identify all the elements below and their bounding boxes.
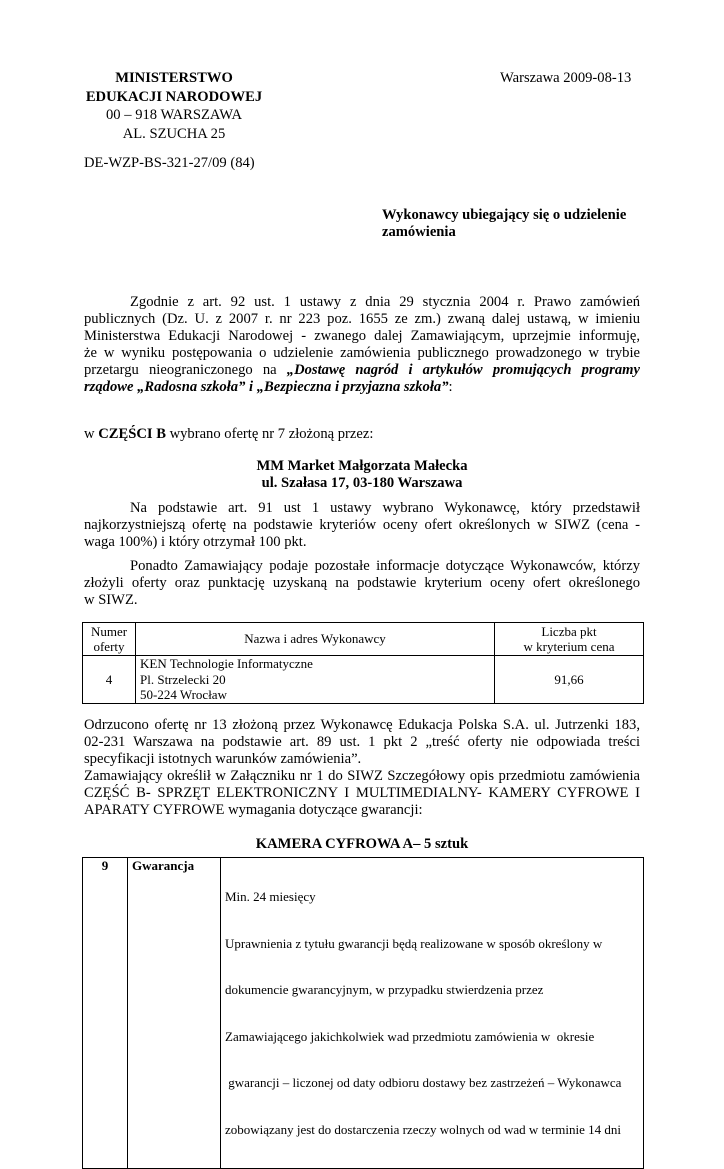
intro-line: publicznych (Dz. U. z 2007 r. nr 223 poz. 1655 ze zm.) zwaną dalej ustawą, w imieniu bbox=[84, 311, 640, 327]
ministry-address bbox=[84, 70, 264, 107]
requirements-line: CZĘŚĆ B- SPRZĘT ELEKTRONICZNY I MULTIMEDIALNY- KAMERY CYFROWE I bbox=[84, 785, 640, 801]
warranty-line: Zamawiającego jakichkolwiek wad przedmiotu zamówienia w okresie bbox=[225, 1028, 595, 1044]
rejected-line: 02-231 Warszawa na podstawie art. 89 ust. 1 pkt 2 „treść oferty nie odpowiada treści bbox=[84, 734, 640, 750]
requirements-line: APARATY CYFROWE wymagania dotyczące gwarancji: bbox=[84, 802, 423, 818]
warranty-line: Min. 24 miesięcy bbox=[225, 889, 316, 904]
contractor-name: KEN Technologie Informatyczne bbox=[140, 656, 313, 671]
winner-address: ul. Szałasa 17, 03-180 Warszawa bbox=[261, 475, 463, 491]
tender-title: „Dostawę nagród i artykułów promujących programy bbox=[286, 362, 640, 378]
contractor-street: Pl. Strzelecki 20 bbox=[140, 671, 226, 687]
header-offer-number bbox=[83, 623, 136, 656]
address-line: EDUKACJI NARODOWEJ bbox=[85, 88, 263, 105]
intro-line bbox=[84, 362, 640, 379]
table-header-row bbox=[83, 623, 644, 656]
contractor-details bbox=[136, 656, 495, 704]
offer-number: 4 bbox=[83, 656, 136, 704]
part-text: wybrano ofertę nr 7 złożoną przez: bbox=[165, 426, 374, 442]
warranty-line: zobowiązany jest do dostarczenia rzeczy wolnych od wad w terminie 14 dni bbox=[225, 1121, 621, 1137]
intro-line: Zgodnie z art. 92 ust. 1 ustawy z dnia 29 stycznia 2004 r. Prawo zamówień bbox=[130, 294, 640, 310]
intro-line bbox=[84, 379, 453, 396]
offers-table bbox=[82, 622, 644, 704]
header-contractor: Nazwa i adres Wykonawcy bbox=[136, 623, 495, 656]
contractor-city: 50-224 Wrocław bbox=[140, 687, 227, 702]
header-text: oferty bbox=[93, 639, 125, 654]
intro-text: przetargu nieograniczonego na bbox=[84, 362, 287, 378]
header-text: Liczba pkt bbox=[541, 623, 597, 639]
camera-section-title: KAMERA CYFROWA A– 5 sztuk bbox=[255, 836, 469, 852]
offer-points: 91,66 bbox=[495, 656, 644, 704]
further-line: Ponadto Zamawiający podaje pozostałe informacje dotyczące Wykonawców, którzy bbox=[130, 558, 640, 574]
item-label: Gwarancja bbox=[128, 858, 221, 1169]
item-number: 9 bbox=[83, 858, 128, 1169]
warranty-line: gwarancji – liczonej od daty odbioru dostawy bez zastrzeżeń – Wykonawca bbox=[225, 1075, 622, 1090]
requirements-line: Zamawiający określił w Załączniku nr 1 do SIWZ Szczegółowy opis przedmiotu zamówienia bbox=[84, 768, 640, 784]
tender-title: rządowe „Radosna szkoła” i „Bezpieczna i przyjazna szkoła” bbox=[84, 379, 449, 395]
basis-line: waga 100%) i który otrzymał 100 pkt. bbox=[84, 534, 307, 550]
intro-line: Ministerstwa Edukacji Narodowej - zwanego dalej Zamawiającym, uprzejmie informuję, bbox=[84, 328, 640, 344]
table-row bbox=[83, 858, 644, 1169]
rejected-line: specyfikacji istotnych warunków zamówienia”. bbox=[84, 751, 362, 767]
warranty-line: Uprawnienia z tytułu gwarancji będą realizowane w sposób określony w bbox=[225, 935, 603, 951]
address-line: 00 – 918 WARSZAWA bbox=[106, 107, 242, 123]
further-line: w SIWZ. bbox=[84, 592, 138, 608]
winner-name: MM Market Małgorzata Małecka bbox=[256, 458, 468, 474]
address-line: MINISTERSTWO bbox=[115, 70, 233, 86]
further-line: złożyli oferty oraz punktację uzyskaną na podstawie kryterium oceny ofert określonego bbox=[84, 575, 640, 591]
warranty-line: dokumencie gwarancyjnym, w przypadku stwierdzenia przez bbox=[225, 982, 544, 997]
ministry-street bbox=[84, 107, 264, 144]
recipient-line: Wykonawcy ubiegający się o udzielenie bbox=[382, 207, 627, 223]
warranty-table bbox=[82, 857, 644, 1169]
part-text: w bbox=[84, 426, 99, 442]
header-points bbox=[495, 623, 644, 656]
rejected-line: Odrzucono ofertę nr 13 złożoną przez Wykonawcę Edukacja Polska S.A. ul. Jutrzenki 183, bbox=[84, 717, 640, 733]
intro-text: : bbox=[448, 379, 453, 395]
part-name: CZĘŚCI B bbox=[98, 426, 166, 442]
header-text: Numer bbox=[90, 623, 128, 639]
intro-line: że w wyniku postępowania o udzielenie zamówienia publicznego prowadzonego w trybie bbox=[84, 345, 640, 361]
warranty-terms bbox=[221, 858, 644, 1169]
reference-number: DE-WZP-BS-321-27/09 (84) bbox=[84, 155, 255, 171]
table-row bbox=[83, 656, 644, 704]
document-date: Warszawa 2009-08-13 bbox=[500, 70, 632, 86]
basis-line: najkorzystniejszą ofertę na podstawie kryteriów oceny ofert określonych w SIWZ (cena - bbox=[84, 517, 640, 533]
recipient-line: zamówienia bbox=[382, 224, 456, 240]
header-text: w kryterium cena bbox=[523, 639, 615, 654]
part-selection bbox=[84, 426, 373, 443]
address-line: AL. SZUCHA 25 bbox=[122, 125, 226, 142]
basis-line: Na podstawie art. 91 ust 1 ustawy wybrano Wykonawcę, który przedstawił bbox=[130, 500, 640, 516]
